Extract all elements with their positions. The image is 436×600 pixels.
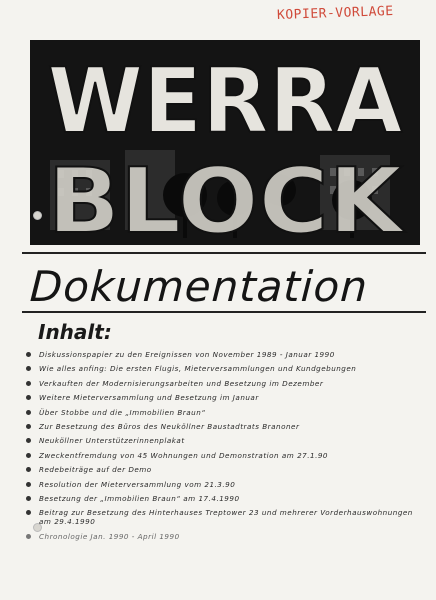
bullet-icon	[26, 510, 31, 515]
bullet-icon	[26, 424, 31, 429]
divider-bottom	[22, 311, 426, 313]
contents-list	[24, 350, 424, 546]
contents-item: Chronologie Jan. 1990 - April 1990	[24, 532, 424, 541]
banner-word-block: BLOCK	[47, 149, 406, 245]
bullet-icon	[26, 381, 31, 386]
bullet-icon	[26, 467, 31, 472]
bullet-icon	[26, 352, 31, 357]
contents-item: Weitere Mieterversammlung und Besetzung im Januar	[24, 393, 424, 402]
contents-item: Beitrag zur Besetzung des Hinterhauses Treptower 23 und mehrerer Vorderhauswohnungen am 29.4.1990	[24, 508, 424, 526]
bullet-icon	[26, 534, 31, 539]
punch-hole	[33, 211, 42, 220]
werra-block-banner	[30, 40, 420, 245]
kopiervorlage-stamp: KOPIER-VORLAGE	[277, 3, 395, 24]
contents-heading: Inhalt:	[38, 320, 112, 344]
banner-word-werra: WERRA	[47, 49, 403, 154]
contents-item: Über Stobbe und die „Immobilien Braun“	[24, 408, 424, 417]
banner-artwork	[30, 40, 420, 245]
document-title: Dokumentation	[28, 262, 370, 311]
bullet-icon	[26, 410, 31, 415]
contents-item: Zweckentfremdung von 45 Wohnungen und Demonstration am 27.1.90	[24, 451, 424, 460]
contents-item: Wie alles anfing: Die ersten Flugis, Mieterversammlungen und Kundgebungen	[24, 364, 424, 373]
bullet-icon	[26, 395, 31, 400]
contents-item: Resolution der Mieterversammlung vom 21.3.90	[24, 480, 424, 489]
divider-top	[22, 252, 426, 254]
bullet-icon	[26, 496, 31, 501]
bullet-icon	[26, 453, 31, 458]
contents-item: Redebeiträge auf der Demo	[24, 465, 424, 474]
contents-item: Neuköllner Unterstützerinnenplakat	[24, 436, 424, 445]
contents-item: Verkauften der Modernisierungsarbeiten und Besetzung im Dezember	[24, 379, 424, 388]
contents-item: Zur Besetzung des Büros des Neuköllner Baustadtrats Branoner	[24, 422, 424, 431]
contents-item: Besetzung der „Immobilien Braun“ am 17.4.1990	[24, 494, 424, 503]
contents-item: Diskussionspapier zu den Ereignissen von November 1989 - Januar 1990	[24, 350, 424, 359]
bullet-icon	[26, 366, 31, 371]
bullet-icon	[26, 482, 31, 487]
bullet-icon	[26, 438, 31, 443]
